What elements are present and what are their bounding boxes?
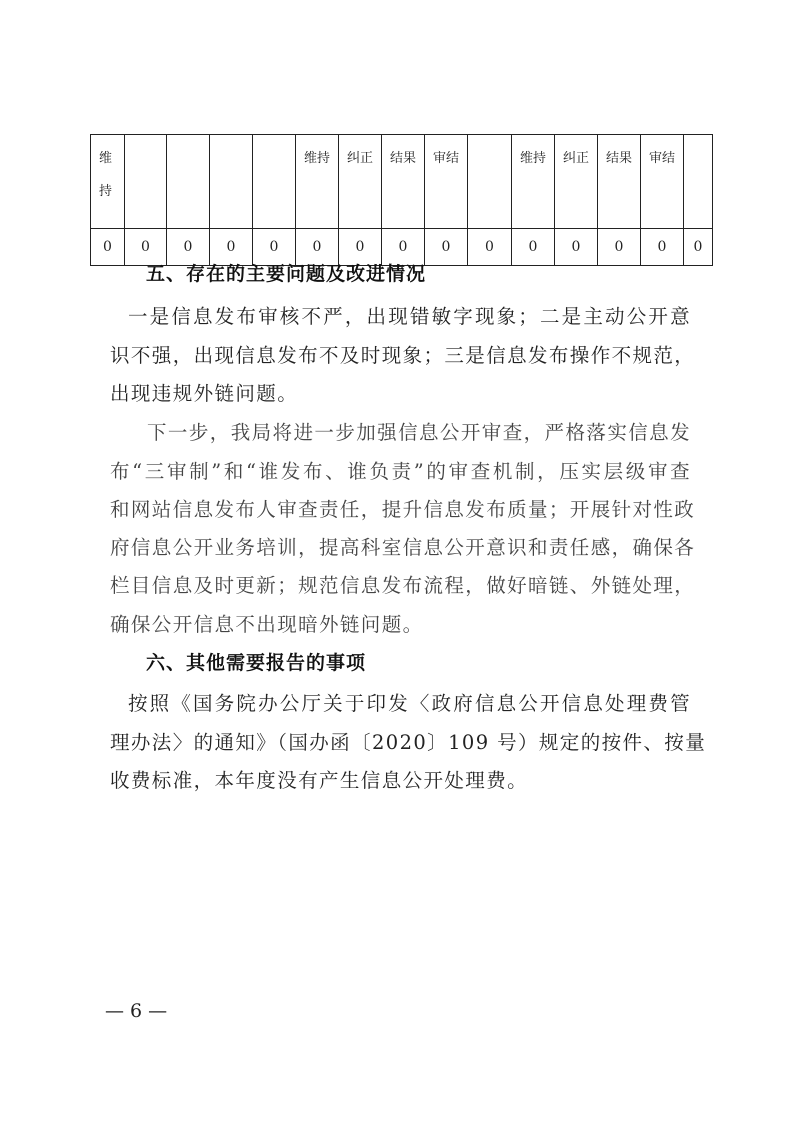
table-header-cell: 维持: [296, 135, 339, 229]
table-value-cell: 0: [555, 229, 598, 266]
table-value-cell: 0: [684, 229, 713, 266]
paragraph-line: 出现违规外链问题。: [110, 382, 299, 405]
table-header-cell: [210, 135, 253, 229]
table-value-cell: 0: [468, 229, 512, 266]
table-header-cell-line: 维: [99, 151, 113, 166]
table-value-cell: 0: [425, 229, 468, 266]
table-header-cell: 审结: [641, 135, 684, 229]
paragraph-line: 理办法〉的通知》（国办函〔2020〕109 号）规定的按件、按量: [110, 731, 707, 754]
table-value-cell: 0: [598, 229, 641, 266]
table-header-cell: 纠正: [555, 135, 598, 229]
table-header-cell: 纠正: [339, 135, 382, 229]
table-value-cell: 0: [253, 229, 296, 266]
paragraph-line: 府信息公开业务培训，提高科室信息公开意识和责任感，确保各: [110, 536, 696, 559]
table-value-cell: 0: [382, 229, 425, 266]
table-header-cell-line: 持: [99, 184, 113, 199]
table-value-cell: 0: [296, 229, 339, 266]
paragraph-line: 收费标准，本年度没有产生信息公开处理费。: [110, 769, 529, 792]
table-value-cell: 0: [167, 229, 210, 266]
page-number: — 6 —: [105, 1000, 168, 1022]
paragraph-line: 确保公开信息不出现暗外链问题。: [110, 613, 424, 636]
paragraph-line: 布“三审制”和“谁发布、谁负责”的审查机制，压实层级审查: [110, 460, 691, 483]
table-value-cell: 0: [91, 229, 125, 266]
section-heading: 六、其他需要报告的事项: [146, 652, 367, 674]
statistics-table: [90, 134, 713, 266]
table-value-cell: 0: [210, 229, 253, 266]
paragraph-line: 识不强，出现信息发布不及时现象；三是信息发布操作不规范，: [110, 344, 696, 367]
table-header-cell: 审结: [425, 135, 468, 229]
table-header-cell: [253, 135, 296, 229]
table-header-cell: [468, 135, 512, 229]
paragraph-line: 一是信息发布审核不严，出现错敏字现象；二是主动公开意: [128, 305, 691, 328]
table-value-cell: 0: [125, 229, 167, 266]
table-header-cell: [125, 135, 167, 229]
table-header-cell: 结果: [382, 135, 425, 229]
paragraph-line: 按照《国务院办公厅关于印发〈政府信息公开信息处理费管: [128, 692, 691, 715]
paragraph-line: 和网站信息发布人审查责任，提升信息发布质量；开展针对性政: [110, 498, 696, 521]
table-header-cell: [167, 135, 210, 229]
table-header-cell: [684, 135, 713, 229]
table-header-cell: 维持: [512, 135, 555, 229]
table-value-cell: 0: [339, 229, 382, 266]
table-header-cell: 结果: [598, 135, 641, 229]
table-value-cell: 0: [512, 229, 555, 266]
table-header-row: [91, 135, 713, 229]
paragraph-line: 下一步，我局将进一步加强信息公开审查，严格落实信息发: [147, 421, 691, 444]
table-value-cell: 0: [641, 229, 684, 266]
table-header-cell: [91, 135, 125, 229]
paragraph-line: 栏目信息及时更新；规范信息发布流程，做好暗链、外链处理，: [110, 574, 696, 597]
section-heading: 五、存在的主要问题及改进情况: [146, 263, 427, 285]
